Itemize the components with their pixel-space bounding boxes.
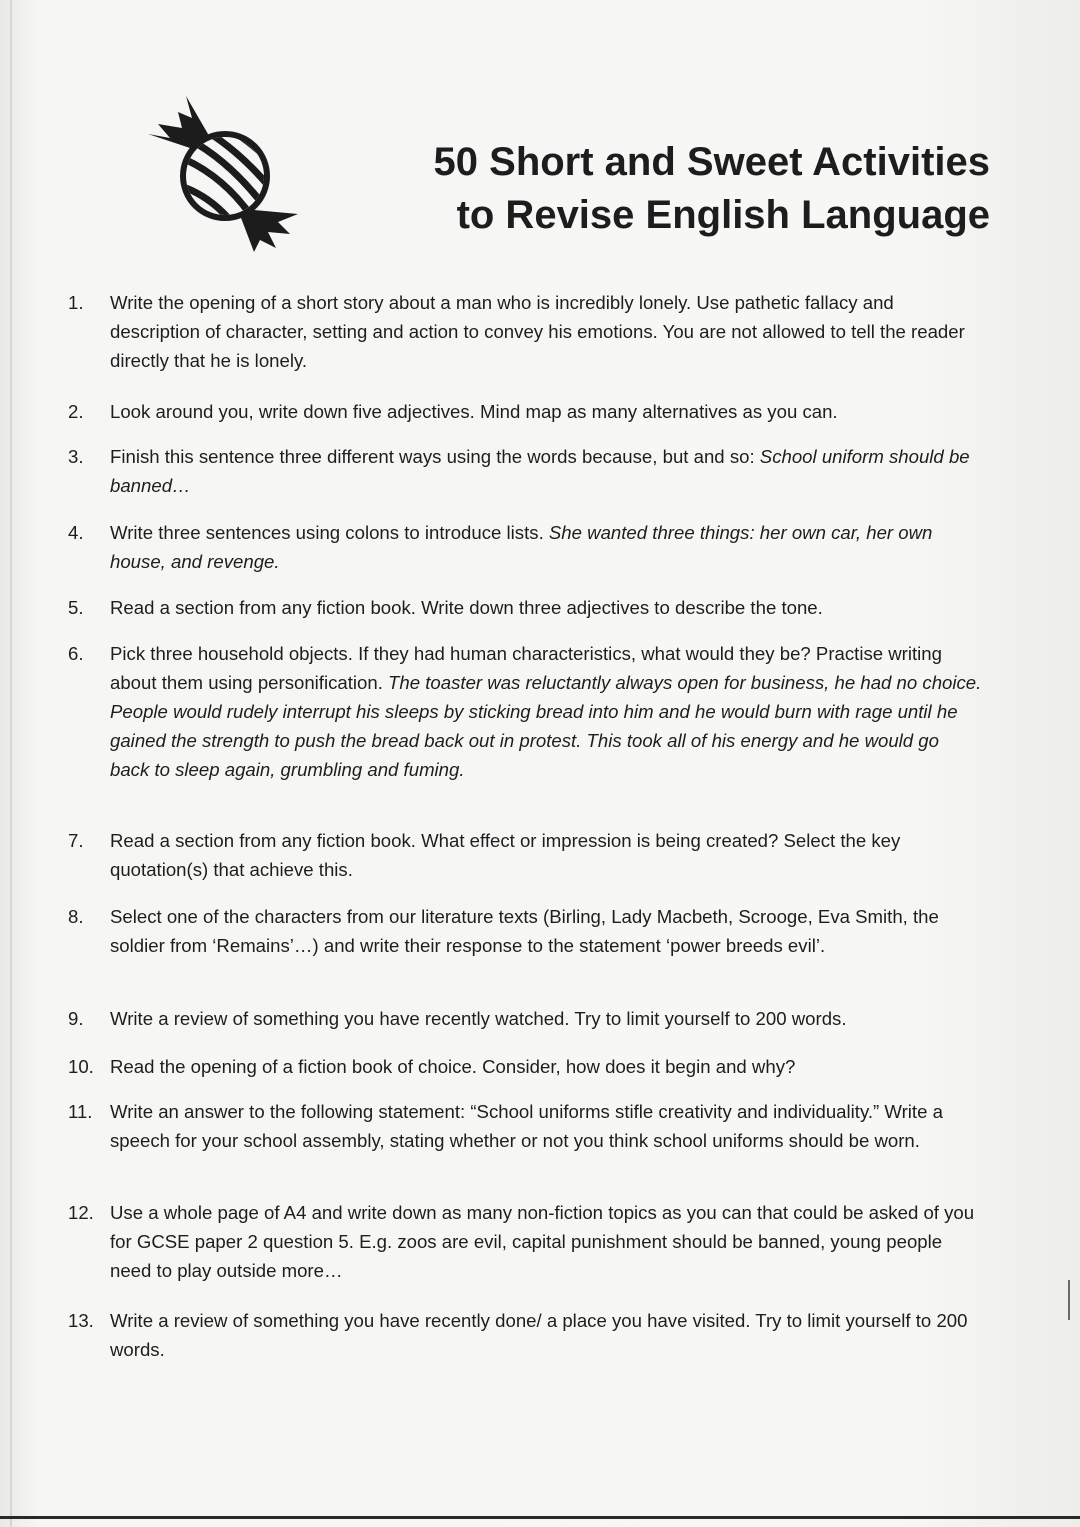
page-edge: [0, 1516, 1080, 1519]
activity-item: [68, 1198, 983, 1285]
activity-item: [68, 593, 983, 622]
activity-number: 6.: [68, 643, 84, 664]
activity-number: 11.: [68, 1101, 93, 1122]
activity-item: [68, 1097, 983, 1155]
activity-text: Read a section from any fiction book. What effect or impression is being created? Select the key quotation(s) that achieve this.: [110, 830, 901, 880]
activity-text: Write a review of something you have recently watched. Try to limit yourself to 200 words.: [110, 1008, 847, 1029]
activity-item: [68, 826, 983, 884]
activity-number: 4.: [68, 522, 84, 543]
page-title: [330, 136, 990, 242]
activity-number: 13.: [68, 1310, 94, 1331]
activity-example: School uniform should be banned…: [110, 446, 970, 496]
activity-text: Look around you, write down five adjectives. Mind map as many alternatives as you can.: [110, 401, 838, 422]
activity-number: 5.: [68, 597, 84, 618]
activity-text: Select one of the characters from our literature texts (Birling, Lady Macbeth, Scrooge, Eva Smith, the soldier from ‘Remains’…) and write their response to the statement ‘power breeds evil’.: [110, 906, 939, 956]
activity-item: [68, 1052, 983, 1081]
activity-text: Write an answer to the following statement: “School uniforms stifle creativity and individuality.” Write a speech for your school assembly, stating whether or not you think school uniforms should be worn.: [110, 1101, 943, 1151]
title-line-1: 50 Short and Sweet Activities: [433, 140, 990, 184]
activity-item: [68, 902, 983, 960]
activity-text: Read a section from any fiction book. Write down three adjectives to describe the tone.: [110, 597, 823, 618]
page-edge: [10, 0, 12, 1527]
activity-item: [68, 1306, 983, 1364]
activity-number: 1.: [68, 292, 84, 313]
activity-example: She wanted three things: her own car, her own house, and revenge.: [110, 522, 933, 572]
page-edge: [1068, 1280, 1070, 1320]
activity-item: [68, 442, 983, 500]
activity-text: Write a review of something you have recently done/ a place you have visited. Try to limit yourself to 200 words.: [110, 1310, 968, 1360]
activity-number: 12.: [68, 1202, 94, 1223]
activity-text: Pick three household objects. If they had human characteristics, what would they be? Practise writing about them using personification.: [110, 643, 942, 693]
activity-number: 3.: [68, 446, 84, 467]
activity-text: Write the opening of a short story about a man who is incredibly lonely. Use pathetic fallacy and description of character, setting and action to convey his emotions. You are not allowed to tell the reader directly that he is lonely.: [110, 292, 965, 371]
activity-number: 7.: [68, 830, 84, 851]
activity-example: The toaster was reluctantly always open for business, he had no choice. People would rudely interrupt his sleeps by sticking bread into him and he would burn with rage until he gained the strength to push the bread back out in protest. This took all of his energy and he would go back to sleep again, grumbling and fuming.: [110, 672, 982, 780]
sweet-candy-icon: [138, 94, 308, 254]
activity-item: [68, 639, 983, 784]
activity-item: [68, 1004, 983, 1033]
activity-item: [68, 397, 983, 426]
activity-number: 8.: [68, 906, 84, 927]
activity-text: Write three sentences using colons to introduce lists.: [110, 522, 549, 543]
activity-text: Finish this sentence three different ways using the words because, but and so:: [110, 446, 760, 467]
activity-number: 9.: [68, 1008, 84, 1029]
activity-item: [68, 518, 983, 576]
activity-item: [68, 288, 983, 375]
title-line-2: to Revise English Language: [456, 193, 990, 237]
activity-text: Read the opening of a fiction book of choice. Consider, how does it begin and why?: [110, 1056, 796, 1077]
activity-text: Use a whole page of A4 and write down as many non-fiction topics as you can that could be asked of you for GCSE paper 2 question 5. E.g. zoos are evil, capital punishment should be banned, young people need to play outside more…: [110, 1202, 975, 1281]
activity-number: 10.: [68, 1056, 94, 1077]
activity-number: 2.: [68, 401, 84, 422]
